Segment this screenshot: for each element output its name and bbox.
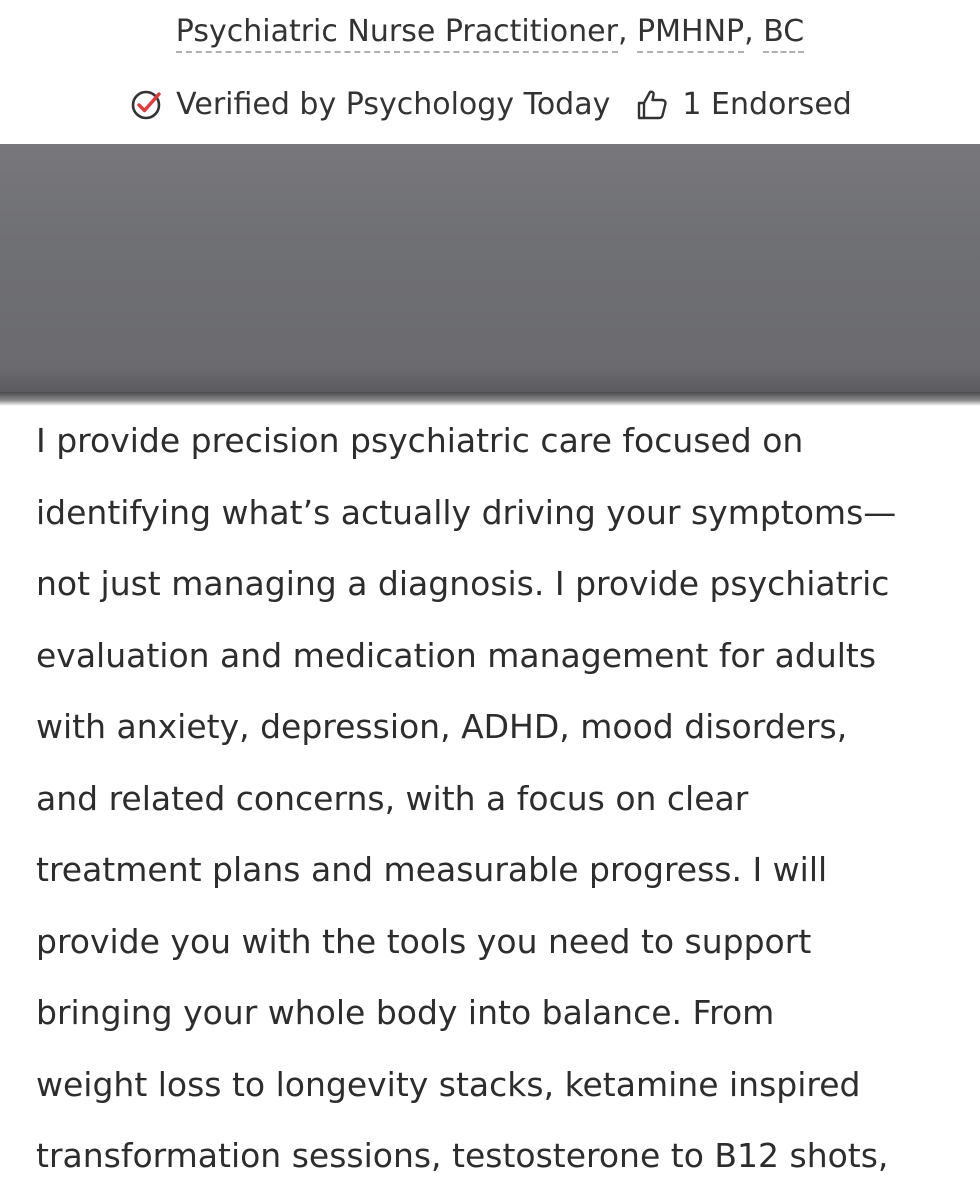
bio-line: provide you with the tools you need to support: [36, 921, 812, 961]
bio-line: and related concerns, with a focus on clear: [36, 778, 749, 818]
bio-line: transformation sessions, testosterone to B12 shots,: [36, 1136, 889, 1175]
bio-line: identifying what’s actually driving your symptoms—: [36, 492, 897, 532]
credential-separator-1: ,: [617, 14, 638, 49]
verification-row: [0, 82, 980, 128]
bio-line: treatment plans and measurable progress. I will: [36, 850, 828, 889]
verified-check-icon: [128, 87, 164, 123]
bio-line: not just managing a diagnosis. I provide psychiatric: [36, 564, 890, 603]
bio-line: I provide precision psychiatric care focused on: [36, 421, 804, 460]
credential-title[interactable]: Psychiatric Nurse Practitioner: [176, 14, 618, 53]
bio-line: bringing your whole body into balance. From: [36, 993, 775, 1032]
thumbs-up-icon[interactable]: [634, 87, 670, 123]
credential-degree[interactable]: PMHNP: [637, 14, 744, 53]
endorsed-count[interactable]: 1 Endorsed: [682, 87, 852, 122]
credentials-row: [0, 10, 980, 54]
bio-line: evaluation and medication management for adults: [36, 635, 877, 675]
bio-text: [36, 405, 956, 1192]
profile-photo-redacted: [0, 138, 980, 408]
photo-shadow: [0, 392, 980, 406]
verified-text[interactable]: Verified by Psychology Today: [176, 87, 611, 122]
credential-separator-2: ,: [744, 14, 764, 49]
credential-cert[interactable]: BC: [763, 14, 804, 53]
bio-line: weight loss to longevity stacks, ketamine inspired: [36, 1064, 861, 1104]
photo-gray-block: [0, 144, 980, 397]
bio-line: with anxiety, depression, ADHD, mood disorders,: [36, 707, 848, 746]
